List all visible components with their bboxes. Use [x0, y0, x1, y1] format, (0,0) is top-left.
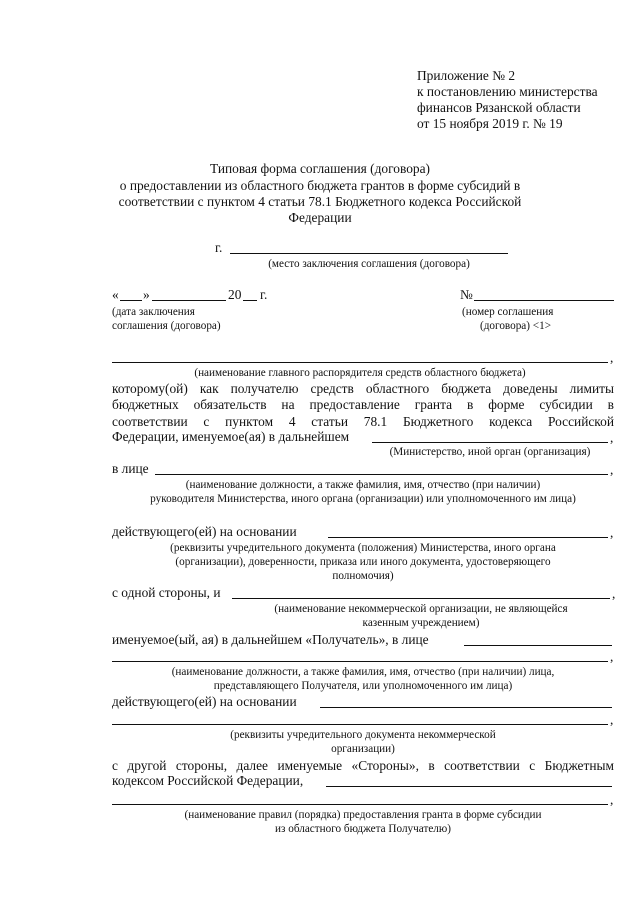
comma: , — [610, 350, 614, 365]
document-title-line-3: соответствии с пунктом 4 статьи 78.1 Бюджетного кодекса Российской — [118, 194, 522, 209]
comma: , — [610, 430, 614, 445]
comma: , — [610, 712, 614, 727]
other-side-line-2: кодексом Российской Федерации, — [112, 773, 304, 788]
date-quote-close: » — [143, 287, 150, 302]
other-side-line: с другой стороны, далее именуемые «Стороны», в соответствии с Бюджетным — [112, 758, 614, 773]
rules-caption-line-2: из областного бюджета Получателю) — [275, 823, 451, 835]
comma: , — [610, 525, 614, 540]
paragraph-line: соответствии с пунктом 4 статьи 78.1 Бюджетного кодекса Российской — [112, 414, 614, 429]
paragraph-line: Федерации, именуемое(ая) в дальнейшем — [112, 429, 350, 444]
date-caption: (дата заключения — [112, 306, 195, 318]
docs-caption-line-2: (организации), доверенности, приказа или иного документа, удостоверяющего — [175, 556, 551, 568]
rules-field[interactable] — [326, 786, 612, 787]
year-prefix: 20 — [228, 287, 242, 302]
day-field[interactable] — [120, 300, 142, 301]
year-suffix: г. — [260, 287, 268, 302]
place-caption: (место заключения соглашения (договора) — [268, 258, 470, 270]
appendix-ministry: финансов Рязанской области — [417, 100, 581, 115]
ministry-field[interactable] — [372, 442, 608, 443]
comma: , — [612, 586, 616, 601]
head-caption: (наименование должности, а также фамилия, имя, отчество (при наличии) — [185, 479, 541, 491]
docs-caption: (реквизиты учредительного документа (положения) Министерства, иного органа — [170, 542, 556, 554]
document-title-line-4: Федерации — [288, 210, 352, 225]
recipient-basis-field-continued[interactable] — [112, 724, 608, 725]
city-prefix: г. — [215, 240, 223, 255]
rep-caption: (наименование должности, а также фамилия, имя, отчество (при наличии) лица, — [171, 666, 555, 678]
paragraph-line: которому(ой) как получателю средств областного бюджета доведены лимиты — [112, 381, 614, 396]
recipient-basis-field[interactable] — [320, 707, 612, 708]
date-caption-line-2: соглашения (договора) — [112, 320, 221, 332]
rep-caption-line-2: представляющего Получателя, или уполномоченного им лица) — [213, 680, 513, 692]
number-sign: № — [460, 287, 473, 302]
year-field[interactable] — [243, 300, 257, 301]
head-caption-line-2: руководителя Министерства, иного органа (организации) или уполномоченного им лица) — [150, 493, 576, 505]
ministry-caption: (Министерство, иной орган (организация) — [389, 446, 591, 458]
acting-basis-label: действующего(ей) на основании — [112, 694, 297, 709]
appendix-number: Приложение № 2 — [417, 68, 516, 83]
rules-field-continued[interactable] — [112, 804, 608, 805]
date-quote-open: « — [112, 287, 119, 302]
basis-field[interactable] — [328, 537, 608, 538]
recipient-person-field[interactable] — [464, 645, 612, 646]
document-title-line-2: о предоставлении из областного бюджета грантов в форме субсидий в — [119, 178, 521, 193]
month-field[interactable] — [152, 300, 226, 301]
acting-basis-label: действующего(ей) на основании — [112, 524, 297, 539]
head-field[interactable] — [155, 474, 608, 475]
place-field[interactable] — [230, 253, 508, 254]
distributor-field[interactable] — [112, 362, 608, 363]
recipient-docs-caption: (реквизиты учредительного документа некоммерческой — [230, 729, 496, 741]
in-person-label: в лице — [112, 461, 149, 476]
comma: , — [610, 462, 614, 477]
comma: , — [610, 649, 614, 664]
document-title: Типовая форма соглашения (договора) — [209, 161, 431, 176]
appendix-reference: к постановлению министерства — [417, 84, 598, 99]
number-caption: (номер соглашения — [462, 306, 554, 318]
recipient-docs-caption-line-2: организации) — [331, 743, 395, 755]
number-field[interactable] — [474, 300, 614, 301]
recipient-person-field-continued[interactable] — [112, 661, 608, 662]
rules-caption: (наименование правил (порядка) предоставления гранта в форме субсидии — [184, 809, 542, 821]
number-caption-line-2: (договора) <1> — [480, 320, 552, 332]
paragraph-line: бюджетных обязательств на предоставление гранта в форме субсидии в — [112, 397, 614, 412]
appendix-date: от 15 ноября 2019 г. № 19 — [417, 116, 563, 131]
distributor-caption: (наименование главного распорядителя средств областного бюджета) — [194, 367, 526, 379]
organization-caption-line-2: казенным учреждением) — [362, 617, 480, 629]
organization-caption: (наименование некоммерческой организации, не являющейся — [274, 603, 568, 615]
comma: , — [610, 792, 614, 807]
organization-field[interactable] — [232, 598, 610, 599]
one-side-label: с одной стороны, и — [112, 585, 221, 600]
recipient-label: именуемое(ый, ая) в дальнейшем «Получатель», в лице — [112, 632, 429, 647]
docs-caption-line-3: полномочия) — [332, 570, 394, 582]
